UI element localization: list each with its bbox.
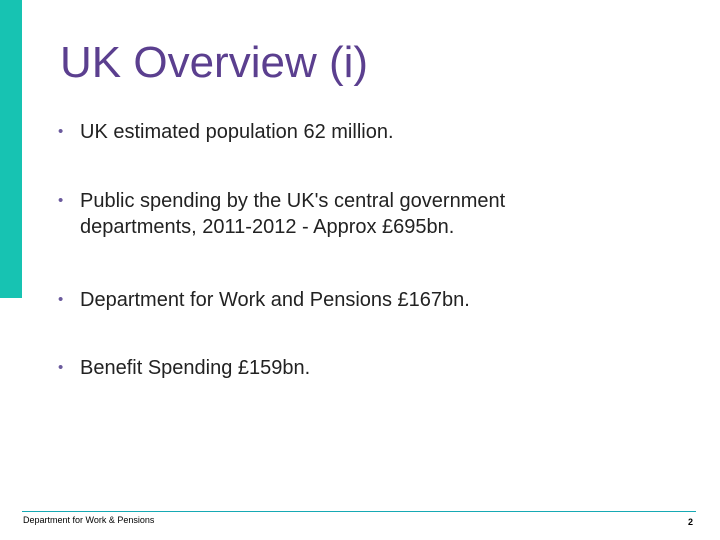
left-accent-bar <box>0 0 22 298</box>
bullet-item <box>58 188 678 240</box>
footer-divider <box>22 511 696 512</box>
bullet-marker: • <box>58 291 64 308</box>
slide-title: UK Overview (i) <box>60 38 369 87</box>
bullet-item <box>58 355 678 381</box>
bullet-item <box>58 287 678 313</box>
bullet-text: Department for Work and Pensions £167bn. <box>80 289 470 311</box>
bullet-text: Public spending by the UK's central government departments, 2011-2012 - Approx £695bn. <box>80 190 506 238</box>
footer-department-label: Department for Work & Pensions <box>23 515 155 525</box>
bullet-marker: • <box>58 192 64 209</box>
bullet-marker: • <box>58 359 64 376</box>
bullet-text: UK estimated population 62 million. <box>80 121 394 143</box>
bullet-marker: • <box>58 123 64 140</box>
bullet-item <box>58 119 678 145</box>
page-number: 2 <box>688 517 694 527</box>
bullet-text: Benefit Spending £159bn. <box>80 357 311 379</box>
